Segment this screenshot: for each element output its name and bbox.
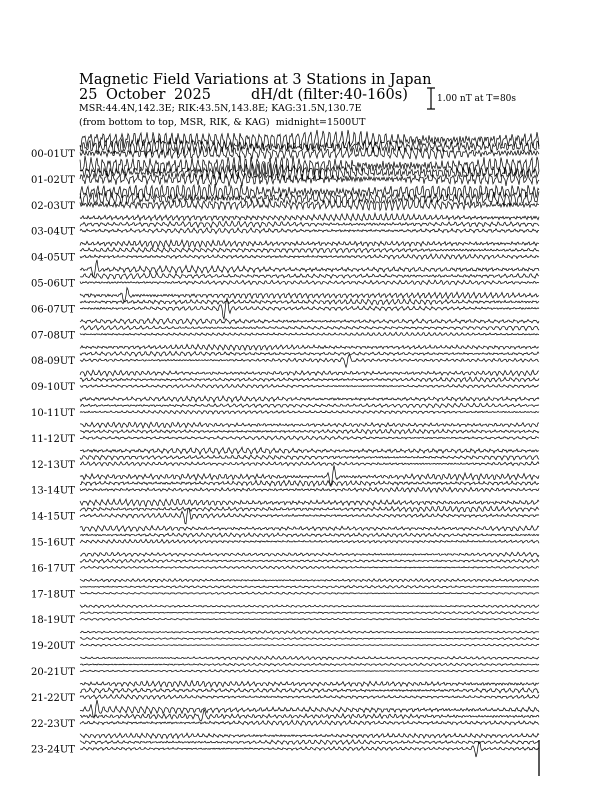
- trace-rik: [80, 429, 539, 434]
- stacking-order-note: (from bottom to top, MSR, RIK, & KAG): [79, 117, 270, 128]
- midnight-note: midnight=1500UT: [275, 117, 366, 128]
- hour-label: 08-09UT: [31, 356, 75, 368]
- trace-msr: [80, 332, 539, 335]
- trace-kag: [80, 184, 539, 200]
- hour-label: 14-15UT: [31, 511, 75, 523]
- trace-rik: [80, 273, 539, 279]
- trace-msr: [80, 384, 539, 388]
- trace-kag: [80, 318, 539, 324]
- trace-kag: [80, 681, 539, 687]
- trace-kag: [80, 605, 539, 608]
- trace-rik: [80, 221, 539, 228]
- hour-label: 17-18UT: [31, 589, 75, 601]
- trace-kag: [80, 260, 539, 277]
- hour-label: 12-13UT: [31, 459, 75, 471]
- trace-msr: [80, 644, 539, 646]
- trace-kag: [80, 579, 539, 582]
- trace-kag: [80, 422, 539, 428]
- trace-rik: [80, 559, 539, 563]
- trace-kag: [80, 288, 539, 302]
- trace-kag: [80, 733, 539, 738]
- hour-label: 02-03UT: [31, 200, 75, 212]
- trace-kag: [80, 465, 539, 486]
- hour-label: 22-23UT: [31, 718, 75, 730]
- trace-kag: [80, 240, 539, 247]
- trace-kag: [80, 499, 539, 506]
- trace-msr: [80, 670, 539, 673]
- trace-rik: [80, 351, 539, 356]
- hour-label: 09-10UT: [31, 382, 75, 394]
- hour-label: 18-19UT: [31, 615, 75, 627]
- trace-rik: [80, 248, 539, 253]
- trace-kag: [80, 552, 539, 557]
- trace-kag: [80, 656, 539, 660]
- trace-msr: [80, 410, 539, 414]
- chart-date: 25 October 2025: [79, 87, 211, 103]
- trace-rik: [80, 506, 539, 512]
- station-coordinates: MSR:44.4N,142.3E; RIK:43.5N,143.8E; KAG:31.5N,130.7E: [79, 103, 362, 114]
- scale-bar-label: 1.00 nT at T=80s: [437, 94, 517, 104]
- trace-msr: [80, 592, 539, 594]
- hour-label: 15-16UT: [31, 537, 75, 549]
- hour-label: 10-11UT: [31, 408, 75, 419]
- trace-rik: [80, 480, 539, 486]
- trace-msr: [80, 254, 539, 259]
- trace-rik: [80, 638, 539, 640]
- hour-label: 06-07UT: [31, 304, 75, 316]
- hour-label: 21-22UT: [31, 692, 75, 704]
- hour-label: 20-21UT: [31, 667, 75, 678]
- trace-rik: [80, 403, 539, 407]
- trace-msr: [80, 436, 539, 440]
- trace-msr: [80, 742, 539, 758]
- trace-msr: [80, 355, 539, 367]
- hour-labels: [31, 149, 75, 756]
- trace-kag: [80, 396, 539, 402]
- hour-label: 13-14UT: [31, 485, 75, 497]
- trace-rik: [80, 612, 539, 614]
- trace-rik: [80, 710, 539, 721]
- chart-quantity: dH/dt (filter:40-160s): [251, 87, 408, 103]
- trace-msr: [80, 566, 539, 569]
- trace-kag: [80, 631, 539, 634]
- hour-label: 16-17UT: [31, 563, 75, 575]
- hour-label: 04-05UT: [31, 252, 75, 264]
- trace-rik: [80, 586, 539, 589]
- hour-label: 07-08UT: [31, 330, 75, 342]
- hour-label: 03-04UT: [31, 226, 75, 238]
- traces: [80, 130, 539, 757]
- trace-rik: [80, 299, 539, 305]
- trace-msr: [80, 462, 539, 466]
- trace-rik: [80, 533, 539, 537]
- hour-label: 01-02UT: [31, 174, 75, 186]
- hour-label: 05-06UT: [31, 278, 75, 290]
- scale-bar: [427, 88, 435, 109]
- trace-msr: [80, 228, 539, 234]
- trace-rik: [80, 663, 539, 666]
- trace-msr: [80, 172, 539, 187]
- trace-msr: [80, 695, 539, 700]
- trace-msr: [80, 720, 539, 725]
- trace-rik: [80, 377, 539, 382]
- trace-msr: [80, 280, 539, 285]
- trace-kag: [80, 447, 539, 454]
- trace-rik: [80, 455, 539, 460]
- trace-rik: [80, 326, 539, 331]
- trace-kag: [80, 213, 539, 221]
- trace-kag: [80, 526, 539, 532]
- trace-rik: [80, 688, 539, 693]
- hour-label: 19-20UT: [31, 641, 75, 653]
- trace-kag: [80, 344, 539, 350]
- trace-kag: [80, 370, 539, 376]
- trace-rik: [80, 740, 539, 745]
- chart-title: Magnetic Field Variations at 3 Stations in Japan: [79, 72, 432, 88]
- hour-label: 00-01UT: [31, 149, 75, 160]
- trace-msr: [80, 618, 539, 620]
- hour-label: 11-12UT: [31, 433, 75, 445]
- hour-label: 23-24UT: [31, 744, 75, 756]
- trace-rik: [80, 137, 539, 156]
- trace-msr: [80, 539, 539, 543]
- trace-msr: [80, 487, 539, 492]
